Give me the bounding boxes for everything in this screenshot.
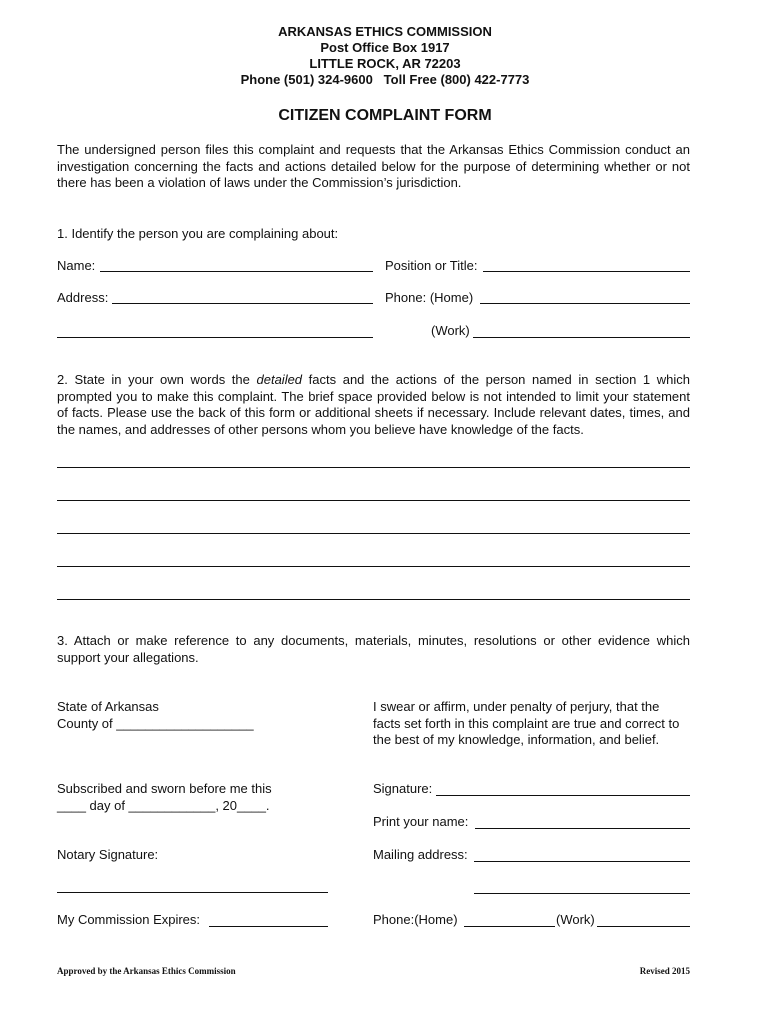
- county-field[interactable]: County of ___________________: [57, 716, 254, 731]
- header-org: ARKANSAS ETHICS COMMISSION: [278, 24, 492, 39]
- phone-work-label: (Work): [431, 323, 470, 338]
- notary-signature-field[interactable]: [57, 892, 328, 893]
- section2-text-start: 2. State in your own words the: [57, 372, 257, 387]
- facts-line-5[interactable]: [57, 599, 690, 600]
- notary-signature-label: Notary Signature:: [57, 847, 159, 862]
- footer-revised: Revised 2015: [639, 966, 690, 976]
- mailing-address-field[interactable]: [474, 861, 690, 862]
- footer-approved: Approved by the Arkansas Ethics Commission: [57, 966, 236, 976]
- mailing-address-label: Mailing address:: [373, 847, 468, 862]
- position-label: Position or Title:: [385, 258, 478, 273]
- intro-paragraph: The undersigned person files this complaint and requests that the Arkansas Ethics Commission conduct an investigation concerning the facts and actions detailed below for the purpose of determining whether or not there has been a violation of laws under the Commission’s jurisdiction.: [57, 142, 690, 190]
- position-field[interactable]: [483, 271, 690, 272]
- phone-home-label: Phone: (Home): [385, 290, 474, 305]
- print-name-field[interactable]: [475, 828, 690, 829]
- facts-line-3[interactable]: [57, 533, 690, 534]
- commission-expires-field[interactable]: [209, 926, 328, 927]
- state-label: State of Arkansas: [57, 699, 159, 714]
- section3-instructions: 3. Attach or make reference to any documents, materials, minutes, resolutions or other evidence which support your allegations.: [57, 633, 690, 665]
- signature-field[interactable]: [436, 795, 690, 796]
- name-field[interactable]: [100, 271, 373, 272]
- complainant-phone-work-label: (Work): [556, 912, 595, 927]
- print-name-label: Print your name:: [373, 814, 469, 829]
- complainant-phone-home-label: Phone:(Home): [373, 912, 458, 927]
- phone-work-field[interactable]: [473, 337, 690, 338]
- address-field-line2[interactable]: [57, 337, 373, 338]
- phone-home-field[interactable]: [480, 303, 690, 304]
- header-po-box: Post Office Box 1917: [320, 40, 450, 55]
- header-phone: Phone (501) 324-9600 Toll Free (800) 422-7773: [240, 72, 530, 87]
- section1-heading: 1. Identify the person you are complaining about:: [57, 226, 339, 241]
- facts-line-1[interactable]: [57, 467, 690, 468]
- address-field[interactable]: [112, 303, 373, 304]
- subscribed-text: Subscribed and sworn before me this: [57, 781, 272, 796]
- section2-instructions: [57, 372, 690, 438]
- mailing-address-field-line2[interactable]: [474, 893, 690, 894]
- form-title: CITIZEN COMPLAINT FORM: [278, 107, 492, 124]
- complainant-phone-work-field[interactable]: [597, 926, 690, 927]
- header-city: LITTLE ROCK, AR 72203: [309, 56, 461, 71]
- section2-emphasis: detailed: [256, 372, 303, 387]
- facts-line-2[interactable]: [57, 500, 690, 501]
- sworn-date-field[interactable]: ____ day of ____________, 20____.: [57, 798, 270, 813]
- affirmation-text: I swear or affirm, under penalty of perjury, that the facts set forth in this complaint are true and correct to the best of my knowledge, information, and belief.: [373, 699, 680, 747]
- name-label: Name:: [57, 258, 96, 273]
- commission-expires-label: My Commission Expires:: [57, 912, 201, 927]
- section2-text-end: facts and the actions of the person named in section 1 which prompted you to make this complaint. The brief space provided below is not intended to limit your statement of facts. Please use the back of this form or additional sheets if necessary. Include relevant dates, times, and the names, and addresses of other persons whom you believe have knowledge of the facts.: [57, 372, 690, 437]
- address-label: Address:: [57, 290, 109, 305]
- signature-label: Signature:: [373, 781, 433, 796]
- complainant-phone-home-field[interactable]: [464, 926, 555, 927]
- facts-line-4[interactable]: [57, 566, 690, 567]
